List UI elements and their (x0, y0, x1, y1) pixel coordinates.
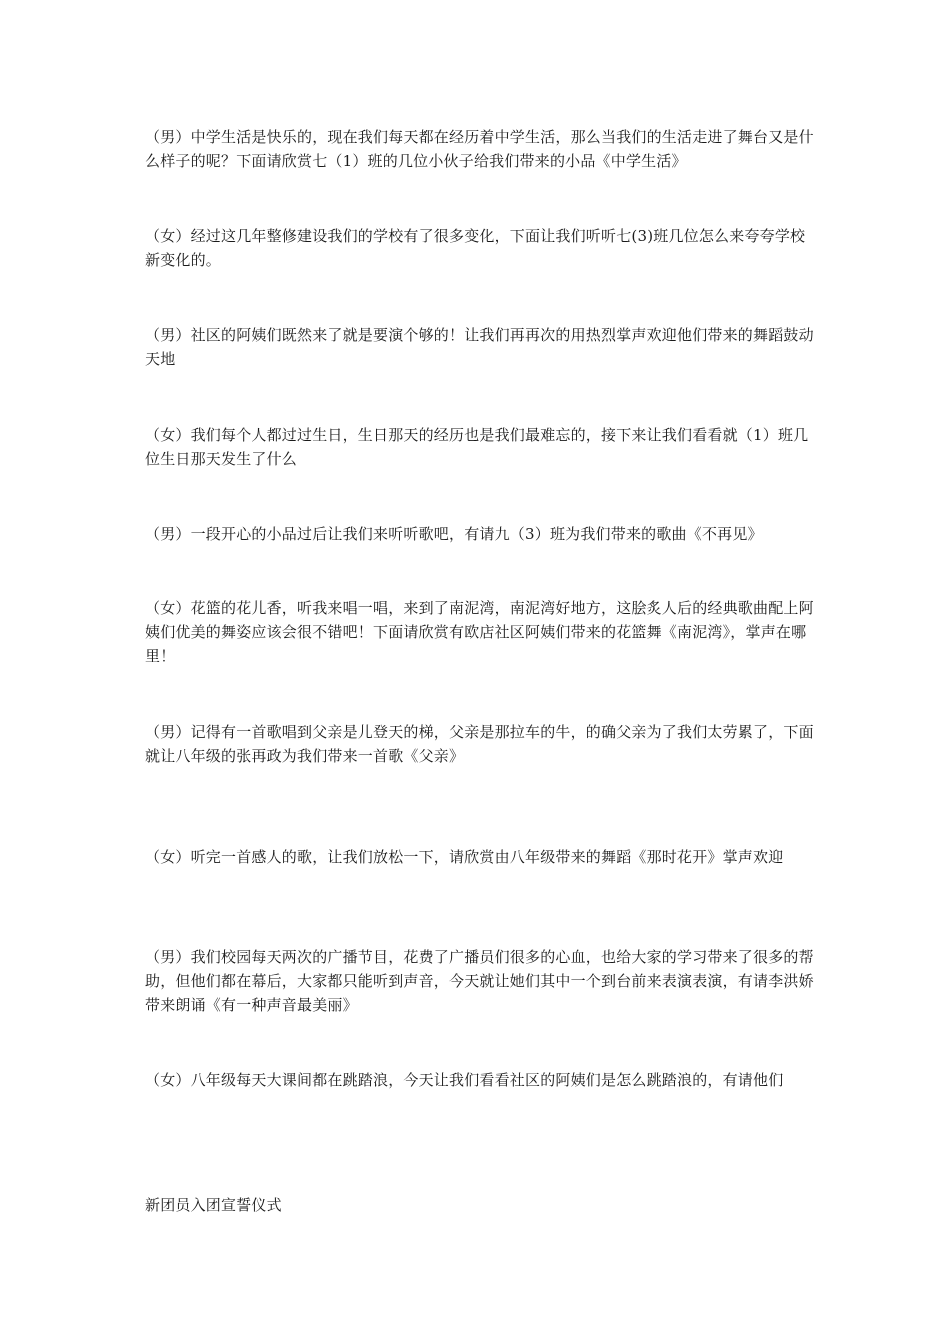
script-paragraph-6: （女）花篮的花儿香，听我来唱一唱，来到了南泥湾，南泥湾好地方，这脍炙人后的经典歌曲配上阿姨们优美的舞姿应该会很不错吧！下面请欣赏有欧店社区阿姨们带来的花篮舞《南泥湾》，掌声在哪里！ (145, 599, 814, 665)
script-paragraph-9: （男）我们校园每天两次的广播节目，花费了广播员们很多的心血，也给大家的学习带来了很多的帮助，但他们都在幕后，大家都只能听到声音，今天就让她们其中一个到台前来表演表演，有请李洪娇带来朗诵《有一种声音最美丽》 (145, 948, 814, 1014)
script-paragraph-1: （男）中学生活是快乐的，现在我们每天都在经历着中学生活，那么当我们的生活走进了舞台又是什么样子的呢？下面请欣赏七（1）班的几位小伙子给我们带来的小品《中学生活》 (145, 128, 814, 170)
script-paragraph-4: （女）我们每个人都过过生日，生日那天的经历也是我们最难忘的，接下来让我们看看就（1）班几位生日那天发生了什么 (145, 426, 809, 468)
script-paragraph-2: （女）经过这几年整修建设我们的学校有了很多变化，下面让我们听听七(3)班几位怎么来夸夸学校新变化的。 (145, 227, 806, 269)
script-paragraph-10: （女）八年级每天大课间都在跳踏浪，今天让我们看看社区的阿姨们是怎么跳踏浪的，有请他们 (145, 1071, 784, 1089)
script-paragraph-5: （男）一段开心的小品过后让我们来听听歌吧，有请九（3）班为我们带来的歌曲《不再见》 (145, 525, 763, 543)
script-paragraph-7: （男）记得有一首歌唱到父亲是儿登天的梯，父亲是那拉车的牛，的确父亲为了我们太劳累了，下面就让八年级的张再政为我们带来一首歌《父亲》 (145, 723, 814, 765)
section-heading-oath-ceremony: 新团员入团宣誓仪式 (145, 1196, 282, 1214)
script-paragraph-3: （男）社区的阿姨们既然来了就是要演个够的！让我们再再次的用热烈掌声欢迎他们带来的舞蹈鼓动天地 (145, 326, 814, 368)
script-paragraph-8: （女）听完一首感人的歌，让我们放松一下，请欣赏由八年级带来的舞蹈《那时花开》掌声欢迎 (145, 848, 784, 866)
